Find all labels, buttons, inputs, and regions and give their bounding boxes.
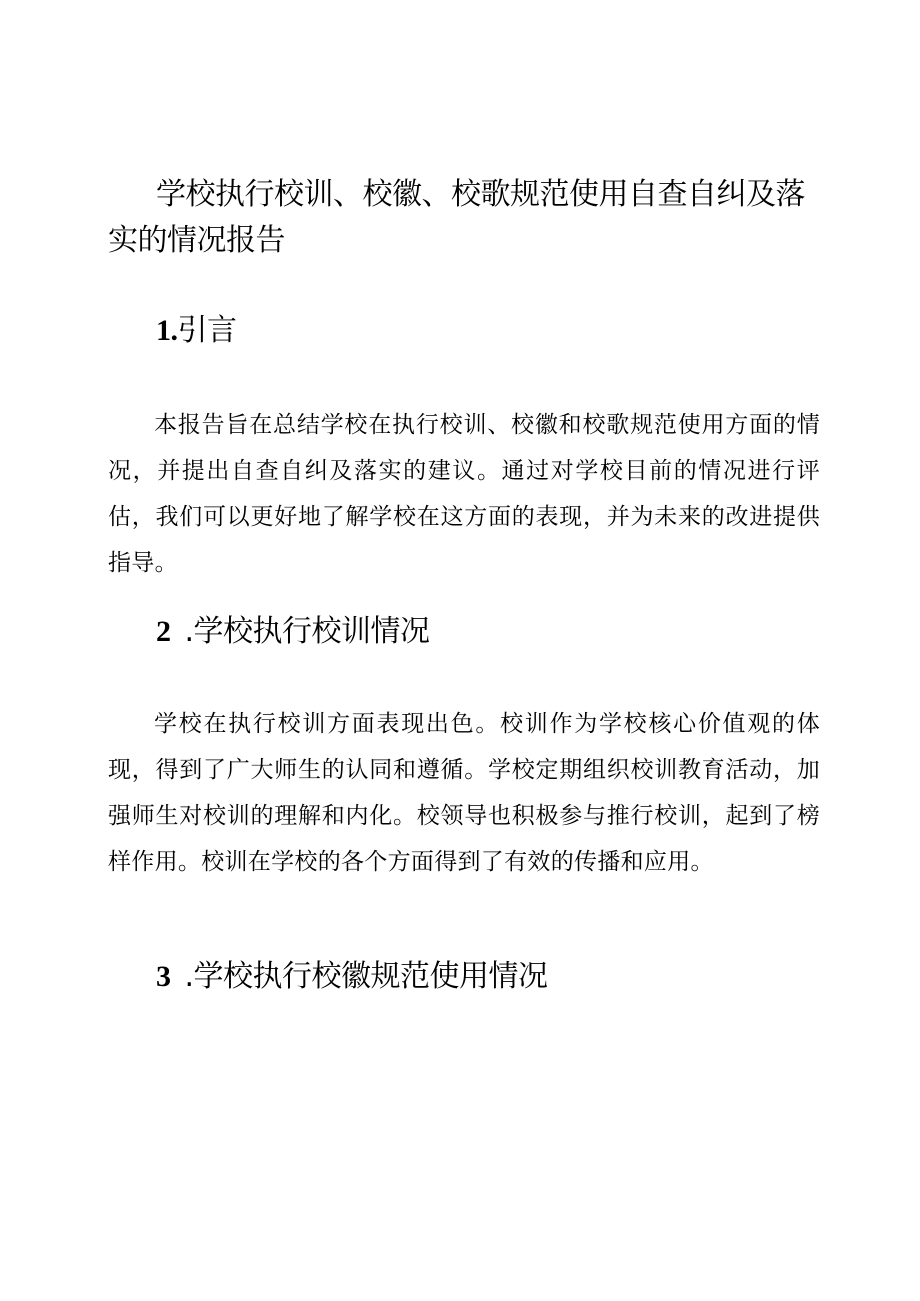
document-title: 学校执行校训、校徽、校歌规范使用自查自纠及落实的情况报告 (108, 177, 805, 258)
section-heading-introduction (156, 311, 237, 351)
section-heading-text: .学校执行校训情况 (184, 614, 430, 649)
section-paragraph-school-motto: 学校在执行校训方面表现出色。校训作为学校核心价值观的体现，得到了广大师生的认同和遵循。学校定期组织校训教育活动，加强师生对校训的理解和内化。校领导也积极参与推行校训，起到了榜样作用。校训在学校的各个方面得到了有效的传播和应用。 (108, 711, 820, 875)
section-heading-text: 引言 (177, 313, 237, 348)
section-number: 1. (156, 314, 178, 347)
section-heading-text: .学校执行校徽规范使用情况 (184, 959, 548, 994)
section-number: 2 (156, 615, 171, 648)
section-number: 3 (156, 960, 171, 993)
section-heading-school-motto (156, 612, 430, 652)
section-paragraph-introduction: 本报告旨在总结学校在执行校训、校徽和校歌规范使用方面的情况，并提出自查自纠及落实的建议。通过对学校目前的情况进行评估，我们可以更好地了解学校在这方面的表现，并为未来的改进提供指导。 (108, 412, 820, 576)
section-heading-school-emblem (156, 957, 548, 997)
